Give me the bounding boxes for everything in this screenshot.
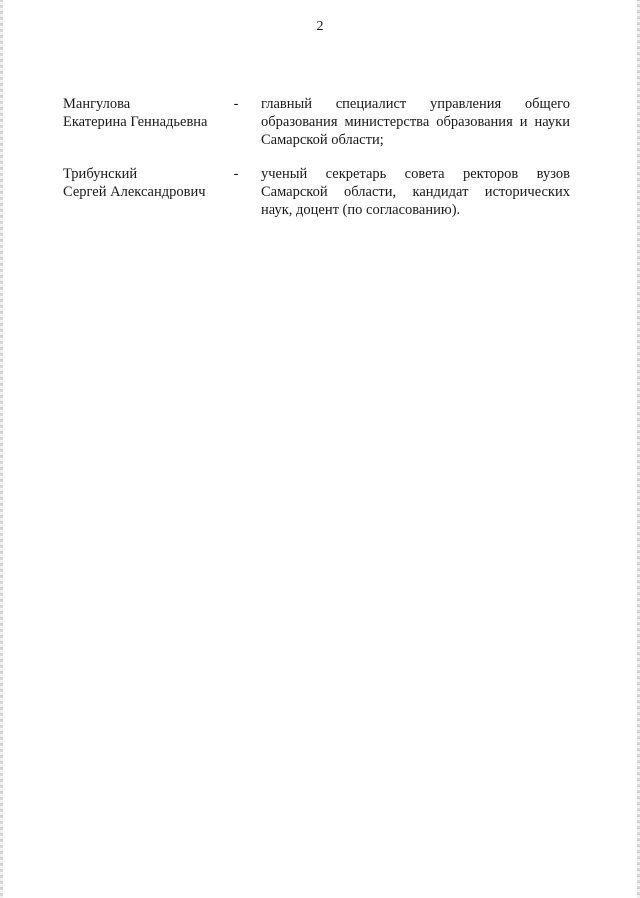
page-number: 2 (316, 19, 324, 34)
member-position (261, 95, 570, 149)
position-line: главный специалист управления общего (261, 96, 570, 112)
member-name (63, 165, 233, 201)
position-line: образования министерства образования и науки (261, 114, 570, 130)
separator-dash: - (233, 96, 239, 112)
position-line: Самарской области; (261, 132, 384, 148)
member-surname: Трибунский (63, 166, 138, 182)
member-position (261, 165, 570, 219)
member-given-names: Сергей Александрович (63, 184, 206, 200)
member-given-names: Екатерина Геннадьевна (63, 114, 208, 130)
separator-dash: - (233, 166, 239, 182)
scan-edge-left (0, 0, 3, 898)
member-surname: Мангулова (63, 96, 131, 112)
position-line: Самарской области, кандидат исторических (261, 184, 570, 200)
member-name (63, 95, 233, 131)
position-line: наук, доцент (по согласованию). (261, 202, 461, 218)
position-line: ученый секретарь совета ректоров вузов (261, 166, 570, 182)
